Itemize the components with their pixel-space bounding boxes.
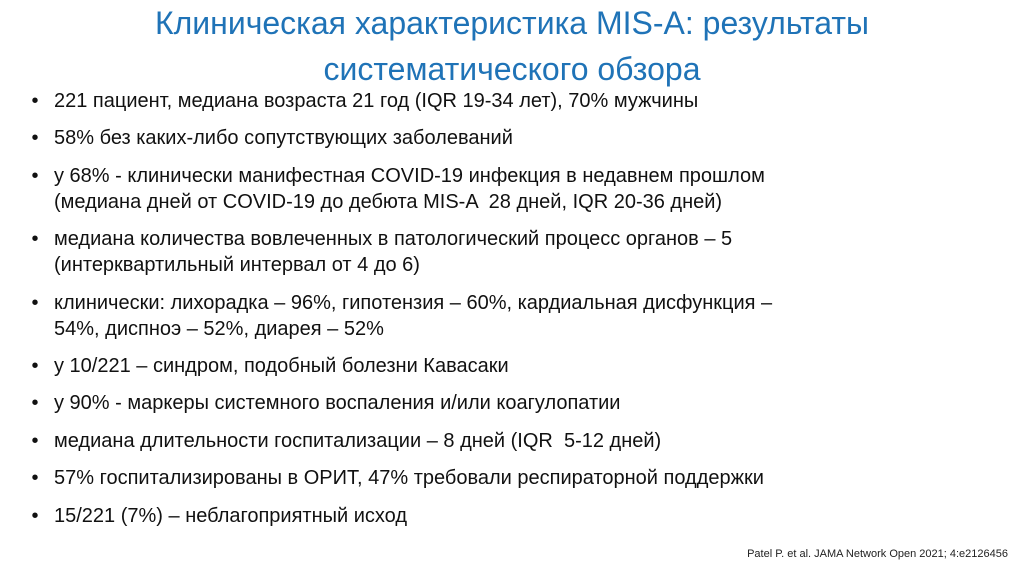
bullet-marker: • [31, 354, 39, 377]
bullet-text: у 90% - маркеры системного воспаления и/или коагулопатии [54, 392, 621, 415]
reference-citation: Patel P. et al. JAMA Network Open 2021; 4:e2126456 [747, 548, 1008, 560]
bullet-item [28, 503, 988, 529]
bullet-marker: • [31, 392, 39, 415]
bullet-text: клинически: лихорадка – 96%, гипотензия – 60%, кардиальная дисфункция – 54%, диспноэ – 52%, диарея – 52% [54, 291, 773, 340]
bullet-marker: • [31, 228, 39, 251]
bullet-marker: • [31, 467, 39, 490]
slide-title-line-1: Клиническая характеристика MIS-A: результаты [154, 5, 870, 41]
bullet-text: 15/221 (7%) – неблагоприятный исход [54, 504, 408, 527]
bullet-item [28, 88, 988, 114]
bullet-marker: • [31, 90, 39, 112]
slide-title-line-2: систематического обзора [323, 51, 701, 87]
bullet-marker: • [31, 291, 39, 314]
bullet-item [28, 290, 988, 342]
bullet-list [28, 88, 988, 540]
bullet-text: 58% без каких-либо сопутствующих заболеваний [54, 127, 513, 150]
bullet-marker: • [31, 504, 39, 527]
bullet-text: медиана количества вовлеченных в патологический процесс органов – 5 (интерквартильный интервал от 4 до 6) [54, 228, 733, 277]
bullet-text: 57% госпитализированы в ОРИТ, 47% требовали респираторной поддержки [54, 467, 764, 490]
bullet-text: 221 пациент, медиана возраста 21 год (IQR 19-34 лет), 70% мужчины [54, 90, 699, 112]
bullet-item [28, 226, 988, 278]
bullet-item [28, 125, 988, 151]
bullet-marker: • [31, 429, 39, 452]
slide-title [40, 0, 984, 92]
bullet-item [28, 390, 988, 416]
bullet-item [28, 465, 988, 491]
bullet-item [28, 428, 988, 454]
bullet-item [28, 163, 988, 215]
bullet-text: у 10/221 – синдром, подобный болезни Кавасаки [54, 354, 509, 377]
bullet-text: у 68% - клинически манифестная COVID-19 инфекция в недавнем прошлом (медиана дней от COVID-19 до дебюта MIS-A 28 дней, IQR 20-36 дней) [54, 164, 765, 213]
bullet-marker: • [31, 164, 39, 187]
bullet-item [28, 353, 988, 379]
bullet-text: медиана длительности госпитализации – 8 дней (IQR 5-12 дней) [54, 429, 662, 452]
bullet-marker: • [31, 127, 39, 150]
